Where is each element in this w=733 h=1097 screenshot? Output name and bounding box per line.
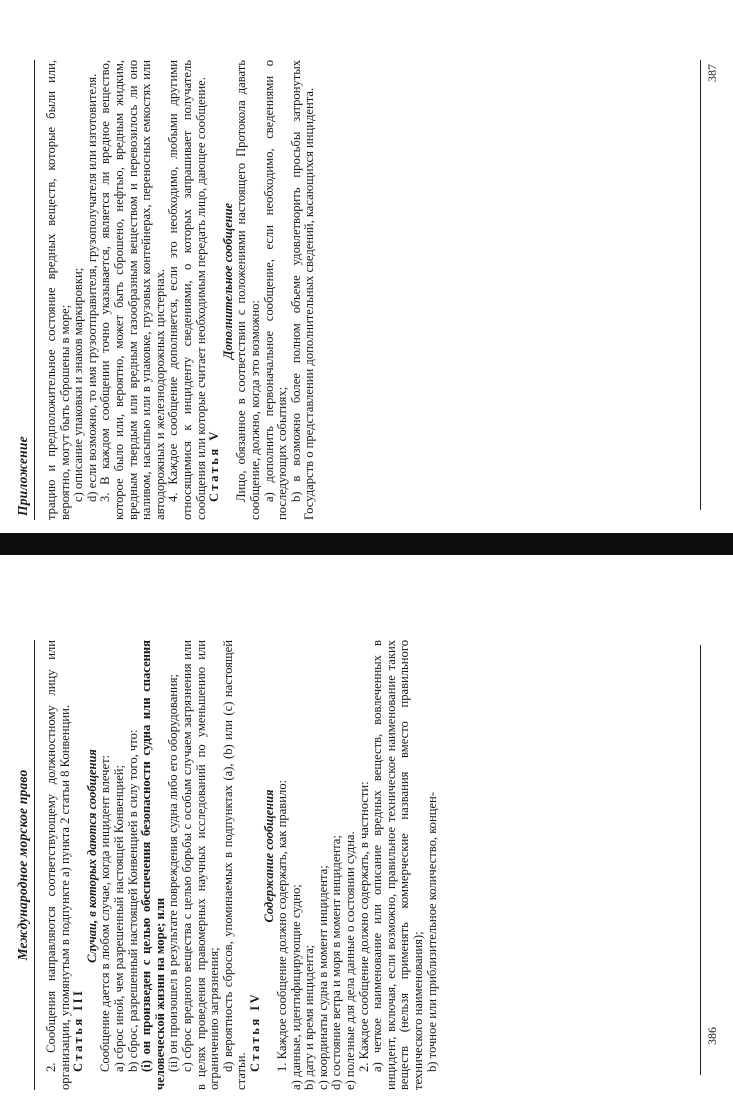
- page-body: [45, 640, 439, 1090]
- article-heading: Статья IV: [247, 991, 262, 1072]
- page-number: 386: [705, 1027, 719, 1045]
- list-item: c) координаты судна в момент инцидента;: [315, 865, 330, 1090]
- page-body: [45, 60, 317, 520]
- paragraph: d) вероятность сбросов, упоминаемых в подпунктах (а), (b) или (с) настоящей статьи.: [220, 640, 249, 1090]
- paragraph: b) сброс, разрешенный настоящей Конвенцией в силу того, что:: [125, 729, 140, 1072]
- article-title: Случаи, в которых даются сообщения: [84, 749, 99, 963]
- paragraph: 2. Сообщения направляются соответствующему должностному лицу или организации, упомянутым в подпункте а) пункта 2 статьи 8 Конвенции.: [44, 640, 72, 1090]
- running-head: Международное морское право: [14, 640, 35, 1090]
- paragraph: 2. Каждое сообщение должно содержать, в частности:: [356, 781, 371, 1072]
- paragraph: b) точное или приблизительное количество, концен-: [424, 792, 439, 1072]
- list-item: a) данные, идентифицирующие судно;: [288, 884, 303, 1090]
- book-gutter: [0, 533, 733, 555]
- left-page: [14, 640, 704, 1090]
- paragraph: d) если возможно, то имя грузоотправителя, грузополучателя или изготовителя.: [84, 73, 99, 502]
- paragraph: (ii) он произошел в результате повреждения судна либо его оборудования;: [166, 673, 181, 1072]
- paragraph: (i) он произведен с целью обеспечения безопасности судна или спасения человеческой жизни на море; или: [139, 640, 167, 1090]
- list-item: d) состояние ветра и моря в момент инцидента;: [329, 835, 344, 1090]
- paragraph: a) сброс иной, чем разрешенный настоящей Конвенцией;: [111, 764, 126, 1072]
- paragraph: a) четкое наименование или описание вредных веществ, вовлеченных в инцидент, включая, если возможно, правильное техническое наименование таких веществ (нельзя применять коммерческие названия вместо правильного технического наименования);: [370, 640, 426, 1090]
- article-title: Содержание сообщения: [261, 789, 276, 923]
- paragraph: Лицо, обязанное в соответствии с положениями настоящего Протокола давать сообщение, должно, когда это возможно:: [234, 60, 262, 520]
- right-page: [14, 60, 704, 520]
- paragraph: 4. Каждое сообщение дополняется, если это необходимо, любыми другими относящимися к инциденту сведениями, о которых запрашивает получатель сообщения или которые считает необходимым передать лицо, дающее сообщение.: [166, 60, 208, 520]
- article-heading: Статья V: [207, 429, 222, 502]
- paragraph: 1. Каждое сообщение должно содержать, как правило:: [275, 779, 290, 1072]
- running-head: Приложение: [14, 60, 35, 520]
- article-heading: Статья III: [71, 988, 86, 1072]
- paragraph: a) дополнить первоначальное сообщение, если необходимо, сведениями о последующих событиях;: [261, 60, 290, 520]
- paragraph: c) описание упаковки и знаков маркировки;: [71, 267, 86, 502]
- paragraph: b) в возможно более полном объеме удовлетворить просьбы затронутых Государств о представлении дополнительных сведений, касающихся инцидента.: [288, 60, 317, 520]
- paragraph: 3. В каждом сообщении точно указывается, является ли вредное вещество, которое было или, вероятно, может быть сброшено, нефтью, вредным жидким, вредным твердым или вредным газообразным веществом и перевозилось ли оно наливом, насыпью или в упаковке, грузовых контейнерах, переносных емкостях или автодорожных и железнодорожных цистернах.: [98, 60, 167, 520]
- page-number: 387: [705, 64, 719, 82]
- footer-rule: [700, 645, 701, 1075]
- article-title: Дополнительное сообщение: [220, 202, 235, 360]
- list-item: b) дату и время инцидента;: [302, 944, 317, 1090]
- paragraph: трацию и предположительное состояние вредных веществ, которые были или, вероятно, могут быть сброшены в море;: [44, 60, 72, 520]
- footer-rule: [700, 60, 701, 510]
- paragraph: Сообщение дается в любом случае, когда инцидент влечет:: [98, 754, 113, 1072]
- paragraph: c) сброс вредного вещества с целью борьбы с особым случаем загрязнения или в целях проведения правомерных научных исследований по уменьшению или ограничению загрязнения;: [179, 640, 222, 1090]
- list-item: e) полезные для дела данные о состоянии судна.: [343, 831, 358, 1090]
